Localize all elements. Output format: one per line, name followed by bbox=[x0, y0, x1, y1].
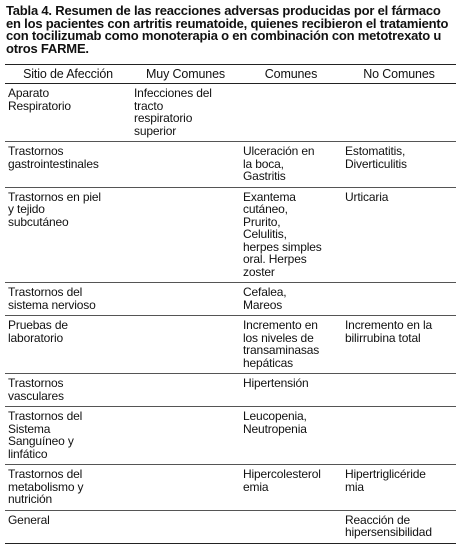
common-cell: Ulceración en la boca, Gastritis bbox=[240, 142, 342, 188]
table-row bbox=[5, 510, 456, 543]
very-common-cell bbox=[131, 510, 240, 543]
table-row bbox=[5, 465, 456, 511]
common-cell: Hipercolesterol emia bbox=[240, 465, 342, 511]
site-cell: Trastornos del sistema nervioso bbox=[5, 283, 131, 316]
table-header-row bbox=[5, 65, 456, 84]
site-cell: Trastornos del Sistema Sanguíneo y linfático bbox=[5, 407, 131, 465]
table-row bbox=[5, 407, 456, 465]
table-row bbox=[5, 283, 456, 316]
uncommon-cell: Reacción de hipersensibilidad bbox=[342, 510, 456, 543]
very-common-cell bbox=[131, 142, 240, 188]
common-cell: Incremento en los niveles de transaminasas hepáticas bbox=[240, 316, 342, 374]
uncommon-cell bbox=[342, 283, 456, 316]
site-cell: Trastornos vasculares bbox=[5, 374, 131, 407]
very-common-cell bbox=[131, 465, 240, 511]
very-common-cell bbox=[131, 316, 240, 374]
header-site: Sitio de Afección bbox=[5, 65, 131, 84]
header-common: Comunes bbox=[240, 65, 342, 84]
site-cell: Trastornos en piel y tejido subcutáneo bbox=[5, 187, 131, 283]
header-very-common: Muy Comunes bbox=[131, 65, 240, 84]
common-cell bbox=[240, 510, 342, 543]
common-cell bbox=[240, 84, 342, 142]
site-cell: Pruebas de laboratorio bbox=[5, 316, 131, 374]
site-cell: Trastornos del metabolismo y nutrición bbox=[5, 465, 131, 511]
common-cell: Exantema cutáneo, Prurito, Celulitis, herpes simples oral. Herpes zoster bbox=[240, 187, 342, 283]
adverse-reactions-table bbox=[5, 64, 456, 544]
uncommon-cell: Hipertriglicéride mia bbox=[342, 465, 456, 511]
table-row bbox=[5, 187, 456, 283]
header-uncommon: No Comunes bbox=[342, 65, 456, 84]
table-row bbox=[5, 374, 456, 407]
very-common-cell: Infecciones del tracto respiratorio superior bbox=[131, 84, 240, 142]
uncommon-cell bbox=[342, 84, 456, 142]
very-common-cell bbox=[131, 283, 240, 316]
common-cell: Hipertensión bbox=[240, 374, 342, 407]
very-common-cell bbox=[131, 374, 240, 407]
site-cell: Aparato Respiratorio bbox=[5, 84, 131, 142]
site-cell: General bbox=[5, 510, 131, 543]
uncommon-cell bbox=[342, 374, 456, 407]
uncommon-cell bbox=[342, 407, 456, 465]
table-row bbox=[5, 84, 456, 142]
common-cell: Cefalea, Mareos bbox=[240, 283, 342, 316]
very-common-cell bbox=[131, 407, 240, 465]
uncommon-cell: Urticaria bbox=[342, 187, 456, 283]
common-cell: Leucopenia, Neutropenia bbox=[240, 407, 342, 465]
table-caption: Tabla 4. Resumen de las reacciones adversas producidas por el fármaco en los pacientes con artritis reumatoide, quienes recibieron el tratamiento con tocilizumab como monoterapia o en combinación con metotrexato u otros FARME. bbox=[6, 3, 449, 57]
uncommon-cell: Estomatitis, Diverticulitis bbox=[342, 142, 456, 188]
uncommon-cell: Incremento en la bilirrubina total bbox=[342, 316, 456, 374]
site-cell: Trastornos gastrointestinales bbox=[5, 142, 131, 188]
very-common-cell bbox=[131, 187, 240, 283]
table-row bbox=[5, 142, 456, 188]
table-row bbox=[5, 316, 456, 374]
